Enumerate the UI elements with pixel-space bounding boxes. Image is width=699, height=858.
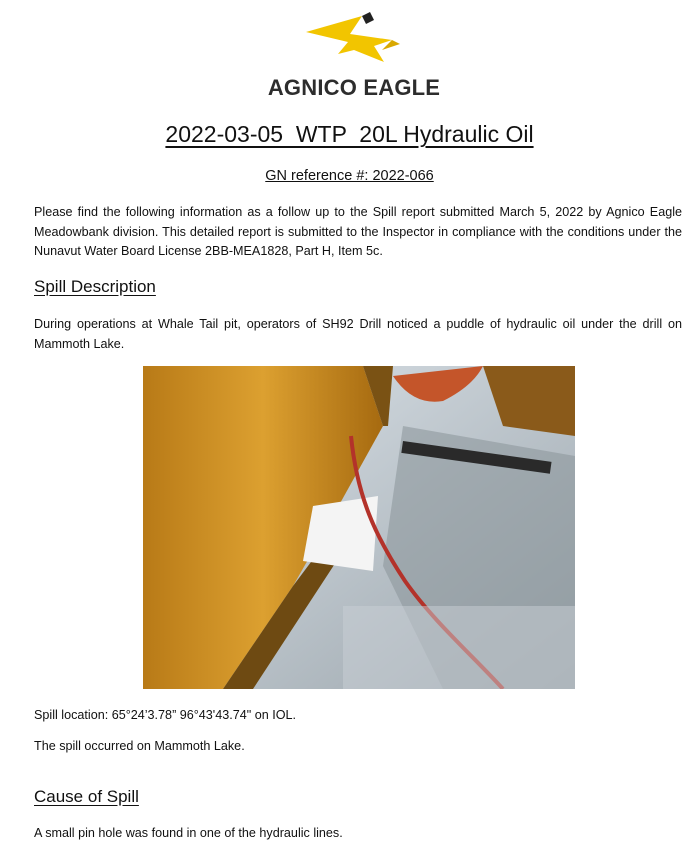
intro-paragraph: Please find the following information as a follow up to the Spill report submitted March 5, 2022 by Agnico Eagle Meadowbank division. This detailed report is submitted to the Inspector in compliance with the conditions under the Nunavut Water Board License 2BB-MEA1828, Part H, Item 5c. — [34, 205, 682, 258]
spill-location: Spill location: 65°24’3.78” 96°43'43.74" on IOL. — [34, 708, 297, 722]
page-title: 2022-03-05 WTP 20L Hydraulic Oil — [165, 121, 534, 147]
spill-photo — [143, 366, 575, 689]
spill-description-heading: Spill Description — [34, 277, 156, 296]
cause-of-spill-text: A small pin hole was found in one of the hydraulic lines. — [34, 826, 343, 840]
brand-name: AGNICO EAGLE — [267, 75, 441, 100]
spill-occurred: The spill occurred on Mammoth Lake. — [34, 739, 245, 753]
gn-reference: GN reference #: 2022-066 — [265, 168, 434, 184]
eagle-logo-icon — [304, 10, 404, 70]
spill-description-text: During operations at Whale Tail pit, operators of SH92 Drill noticed a puddle of hydraulic oil under the drill on Mammoth Lake. — [34, 317, 682, 351]
cause-of-spill-heading: Cause of Spill — [34, 787, 139, 806]
company-logo — [264, 10, 444, 100]
